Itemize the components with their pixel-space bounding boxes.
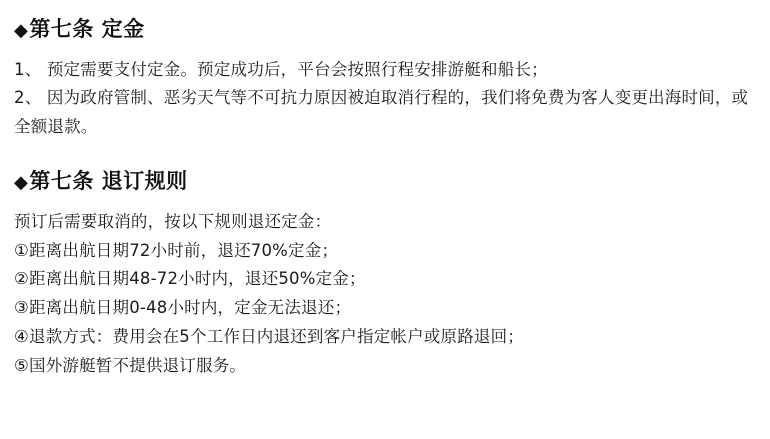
section-deposit xyxy=(14,14,756,142)
diamond-bullet-icon: ◆ xyxy=(14,20,29,41)
section-spacer xyxy=(14,148,756,166)
cancellation-intro: 预订后需要取消的，按以下规则退还定金： xyxy=(14,211,332,231)
cancellation-rule-1: ①距离出航日期72小时前，退还70%定金； xyxy=(14,240,339,260)
section-deposit-body xyxy=(14,56,756,143)
cancellation-rule-3: ③距离出航日期0-48小时内，定金无法退还； xyxy=(14,298,352,318)
section-cancellation-body xyxy=(14,208,756,381)
section-cancellation xyxy=(14,166,756,381)
diamond-bullet-icon: ◆ xyxy=(14,172,29,194)
deposit-clause-1: 1、 预定需要支付定金。预定成功后，平台会按照行程安排游艇和船长； xyxy=(14,59,548,79)
section-cancellation-heading xyxy=(14,166,756,198)
deposit-clause-2: 2、 因为政府管制、恶劣天气等不可抗力原因被迫取消行程的，我们将免费为客人变更出海时间，或全额退款。 xyxy=(14,88,749,137)
cancellation-rule-5: ⑤国外游艇暂不提供退订服务。 xyxy=(14,356,247,375)
section-cancellation-heading-text: 第七条 退订规则 xyxy=(29,169,188,194)
section-deposit-heading-text: 第七条 定金 xyxy=(29,17,145,41)
cancellation-rule-4: ④退款方式：费用会在5个工作日内退还到客户指定帐户或原路退回； xyxy=(14,327,524,347)
cancellation-rule-2: ②距离出航日期48-72小时内，退还50%定金； xyxy=(14,269,366,289)
section-deposit-heading xyxy=(14,14,756,46)
